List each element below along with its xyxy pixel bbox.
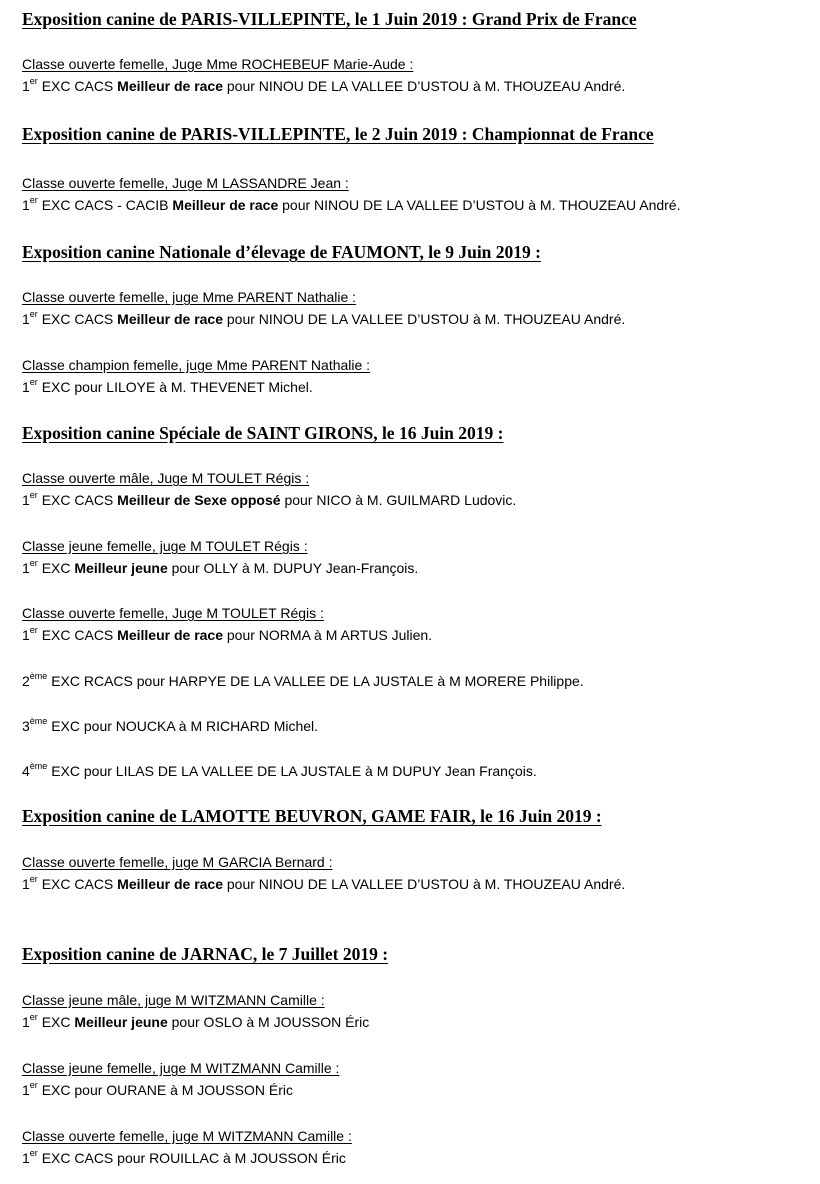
show-title: Exposition canine Nationale d’élevage de FAUMONT, le 9 Juin 2019 : xyxy=(22,242,541,262)
result-prefix: EXC CACS xyxy=(37,78,118,94)
rank-suffix: er xyxy=(29,195,38,205)
show-title: Exposition canine de PARIS-VILLEPINTE, le 1 Juin 2019 : Grand Prix de France xyxy=(22,9,637,29)
result-line xyxy=(22,626,432,644)
award-label: Meilleur de race xyxy=(117,311,223,327)
result-prefix: EXC CACS xyxy=(37,492,118,508)
rank-number: 3 xyxy=(22,718,30,734)
result-line xyxy=(22,1013,369,1031)
result-line xyxy=(22,672,584,690)
show-title: Exposition canine de PARIS-VILLEPINTE, le 2 Juin 2019 : Championnat de France xyxy=(22,124,654,144)
result-line xyxy=(22,491,516,509)
rank-number: 1 xyxy=(22,560,30,576)
award-label: Meilleur de race xyxy=(117,627,223,643)
rank-suffix: er xyxy=(29,377,38,387)
award-label: Meilleur de race xyxy=(117,876,223,892)
award-label: Meilleur de race xyxy=(172,197,279,213)
rank-number: 1 xyxy=(22,627,30,643)
class-judge-line: Classe ouverte femelle, juge M WITZMANN Camille : xyxy=(22,1128,352,1144)
result-line xyxy=(22,717,318,735)
rank-suffix: ème xyxy=(29,671,48,681)
rank-number: 2 xyxy=(22,673,30,689)
class-judge-line: Classe jeune mâle, juge M WITZMANN Camille : xyxy=(22,992,325,1008)
rank-number: 1 xyxy=(22,78,30,94)
show-title: Exposition canine de JARNAC, le 7 Juillet 2019 : xyxy=(22,944,389,964)
result-prefix: EXC xyxy=(37,560,75,576)
class-judge-line: Classe champion femelle, juge Mme PARENT Nathalie : xyxy=(22,357,371,373)
result-prefix: EXC pour NOUCKA à M RICHARD Michel. xyxy=(47,718,319,734)
rank-suffix: er xyxy=(29,309,38,319)
class-judge-line: Classe ouverte femelle, juge Mme PARENT Nathalie : xyxy=(22,289,357,305)
rank-suffix: er xyxy=(29,1012,38,1022)
class-judge-line: Classe ouverte femelle, Juge Mme ROCHEBEUF Marie-Aude : xyxy=(22,56,414,72)
rank-suffix: er xyxy=(29,76,38,86)
result-prefix: EXC pour LILOYE à M. THEVENET Michel. xyxy=(37,379,313,395)
award-label: Meilleur de race xyxy=(117,78,223,94)
result-suffix: pour NINOU DE LA VALLEE D’USTOU à M. THOUZEAU André. xyxy=(223,311,626,327)
result-prefix: EXC CACS pour ROUILLAC à M JOUSSON Éric xyxy=(37,1150,346,1166)
result-line xyxy=(22,196,680,214)
rank-suffix: er xyxy=(29,874,38,884)
rank-suffix: er xyxy=(29,1080,38,1090)
class-judge-line: Classe ouverte femelle, juge M GARCIA Bernard : xyxy=(22,854,333,870)
result-suffix: pour NICO à M. GUILMARD Ludovic. xyxy=(280,492,517,508)
class-judge-line: Classe jeune femelle, juge M TOULET Régis : xyxy=(22,538,308,554)
award-label: Meilleur de Sexe opposé xyxy=(117,492,281,508)
rank-suffix: er xyxy=(29,490,38,500)
result-suffix: pour NINOU DE LA VALLEE D’USTOU à M. THOUZEAU André. xyxy=(223,876,626,892)
class-judge-line: Classe jeune femelle, juge M WITZMANN Camille : xyxy=(22,1060,340,1076)
result-prefix: EXC RCACS pour HARPYE DE LA VALLEE DE LA JUSTALE à M MORERE Philippe. xyxy=(47,673,584,689)
result-suffix: pour OSLO à M JOUSSON Éric xyxy=(167,1014,370,1030)
result-line xyxy=(22,310,625,328)
result-suffix: pour OLLY à M. DUPUY Jean-François. xyxy=(167,560,419,576)
show-title: Exposition canine de LAMOTTE BEUVRON, GAME FAIR, le 16 Juin 2019 : xyxy=(22,806,602,826)
result-line xyxy=(22,875,625,893)
result-line xyxy=(22,762,537,780)
rank-number: 1 xyxy=(22,1014,30,1030)
result-line xyxy=(22,378,313,396)
award-label: Meilleur jeune xyxy=(74,560,168,576)
show-title: Exposition canine Spéciale de SAINT GIRONS, le 16 Juin 2019 : xyxy=(22,423,504,443)
class-judge-line: Classe ouverte femelle, Juge M TOULET Régis : xyxy=(22,605,324,621)
award-label: Meilleur jeune xyxy=(74,1014,168,1030)
result-prefix: EXC pour LILAS DE LA VALLEE DE LA JUSTALE à M DUPUY Jean François. xyxy=(47,763,537,779)
rank-number: 1 xyxy=(22,197,30,213)
result-line xyxy=(22,559,418,577)
rank-suffix: ème xyxy=(29,716,48,726)
result-prefix: EXC CACS xyxy=(37,876,118,892)
class-judge-line: Classe ouverte mâle, Juge M TOULET Régis : xyxy=(22,470,310,486)
rank-suffix: er xyxy=(29,558,38,568)
rank-number: 1 xyxy=(22,1150,30,1166)
rank-suffix: ème xyxy=(29,761,48,771)
rank-suffix: er xyxy=(29,625,38,635)
result-prefix: EXC xyxy=(37,1014,75,1030)
rank-number: 1 xyxy=(22,1082,30,1098)
result-line xyxy=(22,1081,293,1099)
rank-number: 4 xyxy=(22,763,30,779)
result-suffix: pour NINOU DE LA VALLEE D’USTOU à M. THOUZEAU André. xyxy=(223,78,626,94)
class-judge-line: Classe ouverte femelle, Juge M LASSANDRE Jean : xyxy=(22,175,349,191)
result-prefix: EXC CACS xyxy=(37,311,118,327)
rank-number: 1 xyxy=(22,876,30,892)
result-prefix: EXC CACS - CACIB xyxy=(37,197,173,213)
rank-number: 1 xyxy=(22,379,30,395)
result-line xyxy=(22,1149,346,1167)
rank-suffix: er xyxy=(29,1148,38,1158)
result-prefix: EXC pour OURANE à M JOUSSON Éric xyxy=(37,1082,293,1098)
result-suffix: pour NORMA à M ARTUS Julien. xyxy=(223,627,433,643)
result-prefix: EXC CACS xyxy=(37,627,118,643)
result-line xyxy=(22,77,625,95)
rank-number: 1 xyxy=(22,492,30,508)
result-suffix: pour NINOU DE LA VALLEE D’USTOU à M. THOUZEAU André. xyxy=(278,197,681,213)
rank-number: 1 xyxy=(22,311,30,327)
